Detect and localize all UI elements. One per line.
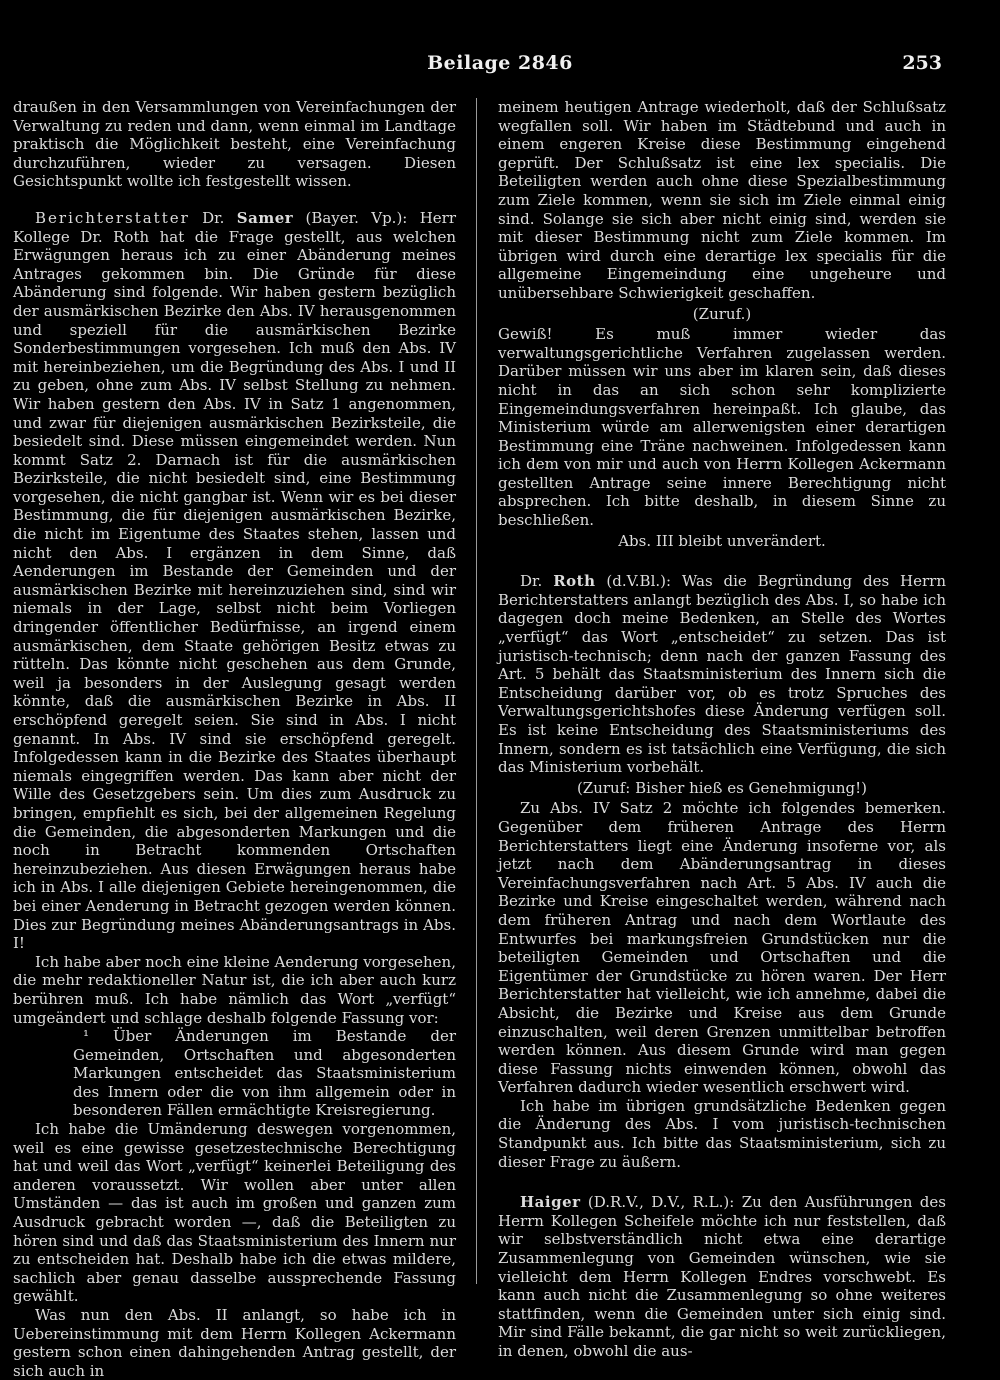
speaker-party: (D.R.V., D.V., R.L.): <box>587 1193 735 1212</box>
page-header <box>0 52 1000 80</box>
speaker-role: Berichterstatter <box>35 208 190 227</box>
paragraph: draußen in den Versammlungen von Vereinfachungen der Verwaltung zu reden und dann, wenn einmal im Landtage praktisch die Möglichkeit besteht, eine Vereinfachung durchzuführen, wieder zu versagen. Diesen Gesichtspunkt wollte ich festgestellt wissen. <box>13 98 456 191</box>
paragraph: meinem heutigen Antrage wiederholt, daß der Schlußsatz wegfallen soll. Wir haben im Städtebund und auch in einem engeren Kreise diese Bestimmung eingehend geprüft. Der Schlußsatz ist eine lex specialis. Die Beteiligten werden auch ohne diese Spezialbestimmung zum Ziele kommen, wenn sie sich im Ziele einmal einig sind. Solange sie sich aber nicht einig sind, werden sie mit dieser Bestimmung nicht zum Ziele kommen. Im übrigen wird durch eine derartige lex specialis für die allgemeine Eingemeindung eine ungeheure und unübersehbare Schwierigkeit geschaffen. <box>498 98 946 302</box>
interjection: (Zuruf: Bisher hieß es Genehmigung!) <box>576 778 868 797</box>
left-column <box>13 98 456 1380</box>
speech-samer <box>13 209 456 953</box>
speech-haiger <box>498 1193 946 1360</box>
paragraph: Was nun den Abs. II anlangt, so habe ich in Uebereinstimmung mit dem Herrn Kollegen Ackermann gestern schon einen dahingehenden Antrag gestellt, der sich auch in <box>13 1306 456 1380</box>
speech-roth <box>498 572 946 777</box>
paragraph: Ich habe im übrigen grundsätzliche Bedenken gegen die Änderung des Abs. I vom juristisch-technischen Standpunkt aus. Ich bitte das Staatsministerium, sich zu dieser Frage zu äußern. <box>498 1096 946 1171</box>
speaker-name: Samer <box>236 208 294 227</box>
resolution-note: Abs. III bleibt unverändert. <box>618 531 826 550</box>
column-divider <box>476 98 477 1284</box>
paragraph: Ich habe die Umänderung deswegen vorgenommen, weil es eine gewisse gesetzestechnische Berechtigung hat und weil das Wort „verfügt“ keinerlei Beteiligung des anderen voraussetzt. Wir wollen aber unter allen Umständen — das ist auch im großen und ganzen zum Ausdruck gebracht worden —, daß die Beteiligten zu hören sind und daß das Staatsministerium des Innern nur zu entscheiden hat. Deshalb habe ich die etwas mildere, sachlich aber genau dasselbe aussprechende Fassung gewählt. <box>13 1120 456 1306</box>
speech-text: Herr Kollege Dr. Roth hat die Frage gestellt, aus welchen Erwägungen heraus ich zu einer Abänderung meines Antrages gekommen bin. Die Gründe für diese Abänderung sind folgende. Wir haben gestern bezüglich der ausmärkischen Bezirke den Abs. IV herausgenommen und speziell für die ausmärkischen Bezirke Sonderbestimmungen vorgesehen. Ich muß den Abs. IV mit hereinbeziehen, um die Begründung des Abs. I und II zu geben, ohne zum Abs. IV selbst Stellung zu nehmen. Wir haben gestern den Abs. IV in Satz 1 angenommen, und zwar für diejenigen ausmärkischen Bezirksteile, die besiedelt sind. Diese müssen eingemeindet werden. Nun kommt Satz 2. Darnach ist für die ausmärkischen Bezirksteile, die nicht besiedelt sind, eine Bestimmung vorgesehen, die nicht gangbar ist. Wenn wir es bei dieser Bestimmung, die für diejenigen ausmärkischen Bezirke, die nicht im Eigentume des Staates stehen, lassen und nicht den Abs. I ergänzen in dem Sinne, daß Aenderungen im Bestande der Gemeinden und der ausmärkischen Bezirke mit hereinzuziehen sind, sind wir niemals in der Lage, selbst nicht beim Vorliegen dringender öffentlicher Bedürfnisse, an irgend einem ausmärkischen, dem Staate gehörigen Besitz etwas zu rütteln. Das könnte nicht geschehen aus dem Grunde, weil ja besonders in der Auslegung gesagt werden könnte, daß die ausmärkischen Bezirke in Abs. II erschöpfend geregelt seien. Sie sind in Abs. I nicht genannt. In Abs. IV sind sie erschöpfend geregelt. Infolgedessen kann in die Bezirke des Staates überhaupt niemals eingegriffen werden. Das kann aber nicht der Wille des Gesetzgebers sein. Um dies zum Ausdruck zu bringen, empfiehlt es sich, bei der allgemeinen Regelung die Gemeinden, die abgesonderten Markungen und die noch in Betracht kommenden Ortschaften hereinzubeziehen. Aus diesen Erwägungen heraus habe ich in Abs. I alle diejenigen Gebiete hereingenommen, die bei einer Aenderung in Betracht gezogen werden können. Dies zur Begründung meines Abänderungsantrags in Abs. I! <box>13 208 456 953</box>
interjection: (Zuruf.) <box>692 304 752 323</box>
page-number: 253 <box>902 52 942 74</box>
paragraph: Zu Abs. IV Satz 2 möchte ich folgendes bemerken. Gegenüber dem früheren Antrage des Herrn Berichterstatters liegt eine Änderung insoferne vor, als jetzt nach dem Abänderungsantrag in dieses Vereinfachungsverfahren nach Art. 5 Abs. IV auch die Bezirke und Kreise eingeschaltet werden, während nach dem früheren Antrag und nach dem Wortlaute des Entwurfes bei markungsfreien Grundstücken nur die beteiligten Gemeinden und Ortschaften und die Eigentümer der Grundstücke zu hören waren. Der Herr Berichterstatter hat vielleicht, wie ich annehme, dabei die Absicht, die Bezirke und Kreise aus dem Grunde einzuschalten, weil deren Grenzen unmittelbar betroffen werden können. Aus diesem Grunde wird man gegen diese Fassung nichts einwenden können, obwohl das Verfahren dadurch wieder wesentlich erschwert wird. <box>498 799 946 1097</box>
speaker-title: Dr. <box>520 572 543 591</box>
speaker-party: (Bayer. Vp.): <box>305 208 408 227</box>
speaker-name: Haiger <box>520 1193 581 1212</box>
speaker-party: (d.V.Bl.): <box>606 572 672 591</box>
supplement-title: Beilage 2846 <box>427 52 573 74</box>
right-column <box>498 98 946 1360</box>
speech-text: Was die Begründung des Herrn Berichterstatters anlangt bezüglich des Abs. I, so habe ich dagegen doch meine Bedenken, an Stelle des Wortes „verfügt“ das Wort „entscheidet“ zu setzen. Das ist juristisch-technisch; denn nach der ganzen Fassung des Art. 5 behält das Staatsministerium des Innern sich die Entscheidung darüber vor, ob es trotz Spruches des Verwaltungsgerichtshofes diese Änderung verfügen soll. Es ist keine Entscheidung des Staatsministeriums des Innern, sondern es ist tatsächlich eine Verfügung, die sich das Ministerium vorbehält. <box>498 572 946 777</box>
quoted-amendment: ¹ Über Änderungen im Bestande der Gemeinden, Ortschaften und abgesonderten Markungen entscheidet das Staatsministerium des Innern oder die von ihm allgemein oder in besonderen Fällen ermächtigte Kreisregierung. <box>73 1027 456 1120</box>
speaker-title: Dr. <box>202 208 225 227</box>
paragraph: Gewiß! Es muß immer wieder das verwaltungsgerichtliche Verfahren zugelassen werden. Darüber müssen wir uns aber im klaren sein, daß dieses nicht in das an sich schon sehr komplizierte Eingemeindungsverfahren hereinpaßt. Ich glaube, das Ministerium würde am allerwenigsten einer derartigen Bestimmung eine Träne nachweinen. Infolgedessen kann ich dem von mir und auch von Herrn Kollegen Ackermann gestellten Antrage seine innere Berechtigung nicht absprechen. Ich bitte deshalb, in diesem Sinne zu beschließen. <box>498 325 946 530</box>
speaker-name: Roth <box>553 572 596 591</box>
paragraph: Ich habe aber noch eine kleine Aenderung vorgesehen, die mehr redaktioneller Natur ist, die ich aber auch kurz berühren muß. Ich habe nämlich das Wort „verfügt“ umgeändert und schlage deshalb folgende Fassung vor: <box>13 952 456 1027</box>
speech-text: Zu den Ausführungen des Herrn Kollegen Scheifele möchte ich nur feststellen, daß wir selbstverständlich nicht etwa eine derartige Zusammenlegung von Gemeinden wünschen, wie sie vielleicht dem Herrn Kollegen Endres vorschwebt. Es kann auch nicht die Zusammenlegung so ohne weiteres stattfinden, wenn die Gemeinden unter sich einig sind. Mir sind Fälle bekannt, die gar nicht so weit zurückliegen, in denen, obwohl die aus- <box>498 1193 946 1360</box>
